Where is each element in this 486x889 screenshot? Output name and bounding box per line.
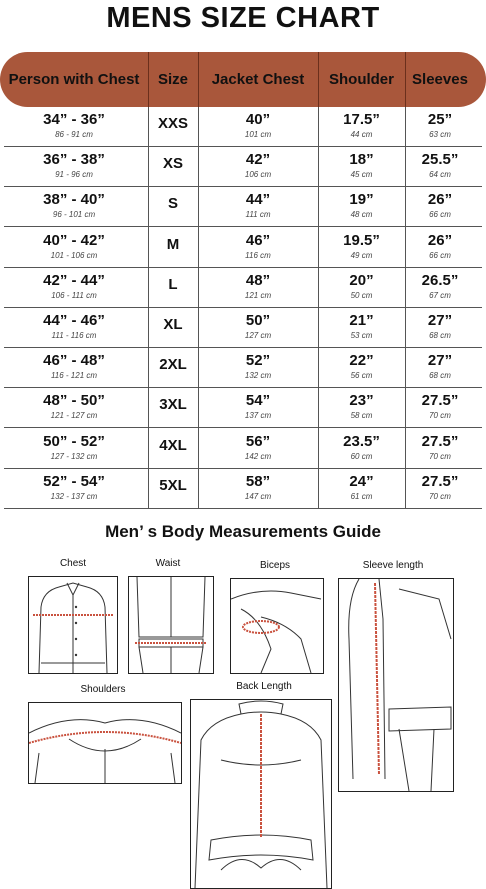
shoulder-value: 23.5” bbox=[343, 432, 380, 450]
shoulder-cell bbox=[318, 268, 405, 308]
sleeve-value: 26.5” bbox=[421, 271, 459, 289]
person-chest-cm: 121 - 127 cm bbox=[50, 411, 98, 421]
shoulder-value: 23” bbox=[349, 392, 374, 410]
jacket-chest-value: 42” bbox=[245, 151, 271, 169]
shoulder-value: 24” bbox=[349, 472, 374, 490]
table-row bbox=[0, 187, 486, 227]
size-value: 2XL bbox=[159, 356, 187, 374]
back-length-illustration bbox=[190, 699, 332, 889]
shoulders-label: Shoulders bbox=[80, 684, 126, 695]
jacket-chest-value: 50” bbox=[245, 312, 271, 329]
header-size: Size bbox=[157, 71, 188, 88]
person-chest-cell bbox=[0, 429, 148, 469]
shoulder-value: 19” bbox=[349, 191, 374, 209]
person-chest-cell bbox=[0, 348, 148, 388]
column-divider bbox=[405, 107, 406, 509]
header-shoulder: Shoulder bbox=[328, 71, 394, 88]
shoulder-cell bbox=[318, 187, 405, 227]
person-chest-cm: 116 - 121 cm bbox=[50, 371, 98, 381]
chest-label: Chest bbox=[59, 558, 87, 569]
shoulder-cell bbox=[318, 228, 405, 268]
biceps-illustration bbox=[230, 578, 324, 674]
size-cell bbox=[148, 147, 198, 187]
size-cell bbox=[148, 388, 198, 428]
sleeve-illustration bbox=[338, 578, 454, 792]
jacket-chest-value: 56” bbox=[245, 432, 271, 450]
jacket-chest-cell bbox=[198, 228, 318, 268]
jacket-chest-cell bbox=[198, 429, 318, 469]
table-row bbox=[0, 429, 486, 469]
shoulder-cell bbox=[318, 107, 405, 147]
sleeve-cm: 70 cm bbox=[429, 491, 451, 501]
person-chest-value: 34” - 36” bbox=[43, 111, 105, 128]
size-cell bbox=[148, 429, 198, 469]
shoulder-value: 18” bbox=[349, 151, 374, 169]
table-row bbox=[0, 388, 486, 428]
jacket-chest-cell bbox=[198, 469, 318, 509]
row-divider bbox=[4, 508, 482, 509]
person-chest-value: 42” - 44” bbox=[43, 271, 105, 289]
jacket-chest-value: 54” bbox=[245, 392, 271, 410]
sleeve-cm: 63 cm bbox=[429, 130, 451, 139]
header-person-chest: Person with Chest bbox=[8, 71, 140, 88]
chest-illustration bbox=[28, 576, 118, 674]
person-chest-cm: 101 - 106 cm bbox=[50, 250, 98, 260]
table-row bbox=[0, 228, 486, 268]
back-length-label: Back Length bbox=[236, 681, 292, 692]
shoulder-cm: 48 cm bbox=[350, 210, 373, 220]
sleeve-value: 25” bbox=[427, 111, 453, 128]
sleeve-cell bbox=[405, 388, 475, 428]
shoulder-cell bbox=[318, 308, 405, 348]
waist-illustration bbox=[128, 576, 214, 674]
person-chest-cell bbox=[0, 107, 148, 147]
sleeve-cell bbox=[405, 187, 475, 227]
shoulder-cm: 61 cm bbox=[350, 491, 373, 501]
sleeve-cell bbox=[405, 268, 475, 308]
jacket-chest-cm: 147 cm bbox=[244, 491, 272, 501]
jacket-chest-cell bbox=[198, 107, 318, 147]
person-chest-value: 40” - 42” bbox=[43, 231, 105, 249]
jacket-chest-cell bbox=[198, 308, 318, 348]
size-cell bbox=[148, 107, 198, 147]
table-row bbox=[0, 469, 486, 509]
person-chest-cm: 96 - 101 cm bbox=[52, 210, 96, 220]
shoulders-illustration bbox=[28, 702, 182, 784]
jacket-chest-cm: 106 cm bbox=[244, 170, 272, 180]
person-chest-cell bbox=[0, 469, 148, 509]
column-divider bbox=[148, 107, 149, 509]
person-chest-cm: 106 - 111 cm bbox=[51, 290, 97, 300]
jacket-chest-cm: 137 cm bbox=[244, 411, 272, 421]
person-chest-cell bbox=[0, 187, 148, 227]
shoulder-cm: 44 cm bbox=[350, 130, 373, 139]
person-chest-cell bbox=[0, 388, 148, 428]
jacket-chest-cell bbox=[198, 388, 318, 428]
page-title: MENS SIZE CHART bbox=[106, 2, 380, 34]
table-row bbox=[0, 147, 486, 187]
size-value: L bbox=[168, 275, 178, 293]
shoulder-value: 17.5” bbox=[343, 111, 380, 128]
sleeve-cell bbox=[405, 348, 475, 388]
jacket-chest-value: 44” bbox=[245, 191, 271, 209]
sleeve-value: 27.5” bbox=[421, 432, 459, 450]
sleeve-cm: 68 cm bbox=[429, 331, 451, 340]
sleeve-value: 27” bbox=[427, 352, 453, 370]
sleeve-value: 26” bbox=[427, 231, 453, 249]
header-jacket-chest: Jacket Chest bbox=[211, 71, 305, 88]
sleeve-value: 26” bbox=[427, 191, 453, 209]
table-row bbox=[0, 308, 486, 348]
person-chest-value: 44” - 46” bbox=[43, 312, 105, 329]
table-row bbox=[0, 107, 486, 147]
shoulder-cell bbox=[318, 469, 405, 509]
table-row bbox=[0, 348, 486, 388]
sleeve-value: 27.5” bbox=[421, 472, 459, 490]
size-cell bbox=[148, 228, 198, 268]
jacket-chest-cm: 111 cm bbox=[245, 210, 271, 220]
jacket-chest-cm: 116 cm bbox=[245, 250, 271, 260]
person-chest-cm: 111 - 116 cm bbox=[51, 331, 97, 340]
sleeve-cm: 70 cm bbox=[429, 451, 451, 461]
person-chest-cell bbox=[0, 308, 148, 348]
size-cell bbox=[148, 308, 198, 348]
person-chest-cm: 91 - 96 cm bbox=[55, 170, 93, 180]
person-chest-value: 38” - 40” bbox=[43, 191, 105, 209]
column-divider bbox=[198, 107, 199, 509]
sleeve-cell bbox=[405, 228, 475, 268]
shoulder-cell bbox=[318, 348, 405, 388]
jacket-chest-cm: 132 cm bbox=[244, 371, 272, 381]
sleeve-cm: 67 cm bbox=[429, 290, 451, 300]
sleeve-cm: 70 cm bbox=[429, 411, 451, 421]
sleeve-cm: 68 cm bbox=[429, 371, 451, 381]
person-chest-cm: 127 - 132 cm bbox=[50, 451, 98, 461]
person-chest-value: 48” - 50” bbox=[43, 392, 105, 410]
jacket-chest-cm: 127 cm bbox=[244, 331, 272, 340]
person-chest-value: 50” - 52” bbox=[43, 432, 105, 450]
table-row bbox=[0, 268, 486, 308]
size-value: XS bbox=[162, 155, 183, 173]
shoulder-cm: 53 cm bbox=[350, 331, 373, 340]
jacket-chest-cell bbox=[198, 147, 318, 187]
sleeve-cell bbox=[405, 107, 475, 147]
shoulder-cm: 50 cm bbox=[350, 290, 373, 300]
jacket-chest-value: 58” bbox=[245, 472, 271, 490]
person-chest-cell bbox=[0, 228, 148, 268]
sleeve-cell bbox=[405, 308, 475, 348]
size-cell bbox=[148, 268, 198, 308]
shoulder-cm: 58 cm bbox=[350, 411, 373, 421]
person-chest-cm: 86 - 91 cm bbox=[55, 130, 93, 139]
jacket-chest-cell bbox=[198, 348, 318, 388]
person-chest-cm: 132 - 137 cm bbox=[50, 491, 98, 501]
person-chest-cell bbox=[0, 147, 148, 187]
person-chest-value: 52” - 54” bbox=[43, 472, 105, 490]
person-chest-cell bbox=[0, 268, 148, 308]
table-header bbox=[0, 52, 486, 107]
column-divider bbox=[318, 107, 319, 509]
sleeve-cell bbox=[405, 429, 475, 469]
size-cell bbox=[148, 187, 198, 227]
person-chest-value: 46” - 48” bbox=[43, 352, 105, 370]
sleeve-value: 27.5” bbox=[421, 392, 459, 410]
sleeve-cell bbox=[405, 147, 475, 187]
jacket-chest-value: 52” bbox=[245, 352, 271, 370]
sleeve-label: Sleeve length bbox=[362, 560, 424, 571]
sleeve-cm: 64 cm bbox=[429, 170, 451, 180]
size-cell bbox=[148, 469, 198, 509]
shoulder-cm: 45 cm bbox=[350, 170, 373, 180]
jacket-chest-cm: 121 cm bbox=[244, 290, 272, 300]
jacket-chest-cell bbox=[198, 268, 318, 308]
shoulder-cell bbox=[318, 147, 405, 187]
size-value: XXS bbox=[157, 115, 188, 132]
person-chest-value: 36” - 38” bbox=[43, 151, 105, 169]
size-value: 3XL bbox=[159, 396, 187, 414]
jacket-chest-value: 40” bbox=[245, 111, 271, 128]
jacket-chest-cm: 142 cm bbox=[244, 451, 272, 461]
size-value: S bbox=[167, 195, 178, 213]
shoulder-cm: 56 cm bbox=[350, 371, 373, 381]
waist-label: Waist bbox=[155, 558, 181, 569]
shoulder-value: 21” bbox=[349, 312, 374, 329]
size-value: M bbox=[166, 235, 180, 253]
header-sleeves: Sleeves bbox=[412, 71, 468, 88]
jacket-chest-value: 48” bbox=[245, 271, 271, 289]
shoulder-cm: 60 cm bbox=[350, 451, 373, 461]
sleeve-value: 27” bbox=[427, 312, 453, 329]
shoulder-value: 22” bbox=[349, 352, 374, 370]
size-value: XL bbox=[163, 316, 183, 333]
size-cell bbox=[148, 348, 198, 388]
sleeve-cm: 66 cm bbox=[429, 250, 451, 260]
shoulder-cell bbox=[318, 388, 405, 428]
shoulder-value: 19.5” bbox=[343, 231, 380, 249]
shoulder-cm: 49 cm bbox=[350, 250, 373, 260]
sleeve-cell bbox=[405, 469, 475, 509]
jacket-chest-value: 46” bbox=[245, 231, 271, 249]
shoulder-value: 20” bbox=[349, 271, 374, 289]
jacket-chest-cell bbox=[198, 187, 318, 227]
guide-title: Men’ s Body Measurements Guide bbox=[105, 522, 381, 541]
size-value: 4XL bbox=[159, 436, 187, 454]
jacket-chest-cm: 101 cm bbox=[244, 130, 272, 139]
biceps-label: Biceps bbox=[259, 560, 290, 571]
sleeve-value: 25.5” bbox=[421, 151, 459, 169]
size-value: 5XL bbox=[159, 476, 187, 494]
sleeve-cm: 66 cm bbox=[429, 210, 451, 220]
shoulder-cell bbox=[318, 429, 405, 469]
